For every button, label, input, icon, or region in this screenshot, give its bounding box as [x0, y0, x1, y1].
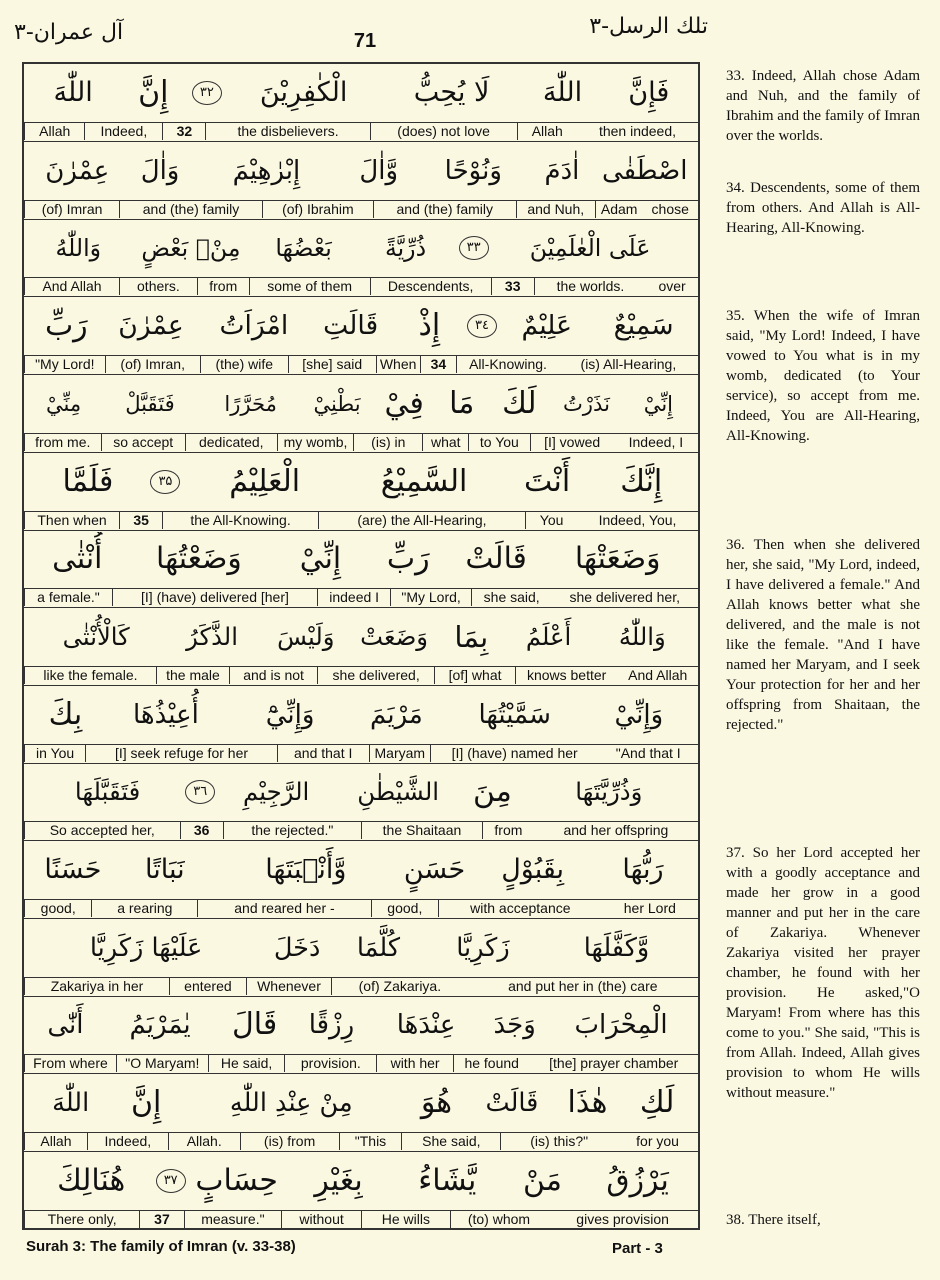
gloss-cell: and reared her - [197, 900, 370, 917]
arabic-word: فَإِنَّ [628, 77, 670, 108]
gloss-line [24, 433, 698, 453]
arabic-word: قَالَتِ [323, 310, 379, 342]
gloss-cell: "O Maryam! [116, 1055, 208, 1072]
gloss-cell: like the female. [24, 667, 156, 684]
arabic-word: الْعَلِيْمُ [229, 463, 301, 499]
gloss-cell: knows better [515, 667, 618, 684]
gloss-cell: dedicated, [185, 434, 277, 451]
arabic-line [24, 686, 698, 744]
gloss-cell: indeed I [317, 589, 390, 606]
gloss-cell: Indeed, You, [598, 511, 677, 528]
gloss-cell: (is) from [240, 1133, 339, 1150]
gloss-cell: with her [376, 1055, 453, 1072]
gloss-cell: (of) Zakariya. [331, 978, 468, 995]
translation-v33: 33. Indeed, Allah chose Adam and Nuh, and the family of Ibrahim and the family of Imran over the worlds. [726, 68, 920, 144]
gloss-cell: You [525, 512, 577, 529]
gloss-cell: over [658, 278, 686, 295]
gloss-cell: the male [156, 667, 229, 684]
arabic-word: عَلِيْمٌ [521, 310, 572, 342]
gloss-cell: [I] vowed [530, 434, 614, 451]
page-header [0, 0, 940, 62]
arabic-word: اللّٰهَ [52, 1088, 90, 1119]
arabic-word: وَضَعَتْهَا [574, 541, 661, 577]
gloss-cell: [I] (have) named her [430, 745, 599, 762]
verse-row [24, 142, 698, 220]
arabic-line [24, 453, 698, 511]
gloss-cell: her Lord [623, 900, 676, 916]
arabic-word: لَكَ [502, 385, 537, 421]
arabic-word: نَذَرْتُ [562, 390, 610, 416]
gloss-cell: (is) this?" [500, 1133, 617, 1150]
gloss-cell: the Shaitaan [361, 822, 482, 839]
gloss-cell: Indeed, I [628, 433, 684, 450]
gloss-cell: (does) not love [370, 123, 517, 140]
arabic-word: يَرْزُقُ [606, 1162, 669, 1198]
gloss-verse-number: 34 [420, 356, 457, 373]
arabic-word: وَّكَفَّلَهَا [583, 932, 650, 963]
arabic-word: اصْطَفٰى [601, 155, 688, 186]
gloss-line [24, 1054, 698, 1074]
arabic-word: زَكَرِيَّا [456, 932, 510, 963]
arabic-word: وَنُوْحًا [444, 155, 502, 186]
arabic-word: بِمَا [454, 619, 489, 654]
gloss-cell: a rearing [91, 900, 197, 917]
arabic-word: بَطْنِيْ [313, 390, 361, 416]
arabic-word: وَضَعْتُهَا [156, 541, 242, 577]
arabic-word: إِنِّيْ [299, 541, 342, 577]
gloss-cell: entered [169, 978, 246, 995]
arabic-word: وَاٰلَ [140, 155, 180, 186]
translation-v38: 38. There itself, [726, 1212, 821, 1228]
gloss-cell: [I] seek refuge for her [85, 745, 276, 762]
gloss-cell: Allah [24, 123, 84, 140]
verse-row [24, 841, 698, 919]
arabic-line [24, 142, 698, 200]
gloss-cell: with acceptance [438, 900, 602, 917]
gloss-cell: my womb, [277, 434, 354, 451]
arabic-word: عَلَى الْعٰلَمِيْنَ [529, 234, 651, 263]
gloss-verse-number: 33 [491, 278, 534, 295]
gloss-cell: the disbelievers. [205, 123, 369, 140]
gloss-cell: And Allah [24, 278, 119, 295]
gloss-cell: and is not [229, 667, 317, 684]
arabic-word: وَلَيْسَ [277, 621, 335, 651]
gloss-cell: There only, [24, 1211, 139, 1228]
gloss-line [24, 588, 698, 608]
gloss-cell: "My Lord, [390, 589, 471, 606]
gloss-cell: from [197, 278, 249, 295]
verse-row [24, 763, 698, 841]
translation-v36: 36. Then when she delivered her, she said, "My Lord, indeed, I have delivered a female." And Allah knows better what she delivered, and the male is not like the female. "And I have named her Maryam, and I seek Your protection for her and her offspring from Shaitaan, the rejected." [726, 537, 920, 733]
arabic-line [24, 608, 698, 666]
arabic-word: هُنَالِكَ [57, 1162, 126, 1198]
gloss-cell: to You [468, 434, 529, 451]
gloss-verse-number: 35 [119, 512, 162, 529]
gloss-cell: the rejected." [223, 822, 361, 839]
arabic-word: عَلَيْهَا زَكَرِيَّا [89, 932, 203, 963]
arabic-word: بِغَيْرِ [314, 1162, 363, 1198]
arabic-word: إِنَّ [138, 75, 169, 110]
gloss-cell: and (the) family [373, 201, 516, 218]
gloss-cell: without [281, 1211, 361, 1228]
arabic-word: هٰذَا [567, 1085, 608, 1121]
gloss-cell: And Allah [628, 666, 688, 683]
gloss-cell: Allah. [168, 1133, 240, 1150]
arabic-word: فَلَمَّا [62, 463, 114, 499]
gloss-cell: measure." [184, 1211, 282, 1228]
gloss-cell: what [422, 434, 468, 451]
verse-row [24, 375, 698, 453]
arabic-word: ذُرِّيَّةً [384, 234, 427, 263]
gloss-cell: gives provision [576, 1210, 669, 1227]
verse-row [24, 996, 698, 1074]
arabic-word: مِنِّيْ [45, 390, 82, 416]
arabic-word: بِقَبُوْلٍ [501, 854, 565, 885]
gloss-cell: From where [24, 1055, 116, 1072]
gloss-cell: and (the) family [119, 201, 262, 218]
arabic-word: اللّٰهَ [542, 77, 583, 108]
gloss-cell: "My Lord! [24, 356, 105, 373]
verse-row [24, 297, 698, 375]
arabic-word: وَّاٰلَ [359, 155, 399, 186]
gloss-line [24, 200, 698, 220]
arabic-word: مِنْۢ بَعْضٍ [141, 234, 241, 263]
arabic-word: اللّٰهَ [53, 77, 93, 108]
gloss-cell: Allah [24, 1133, 87, 1150]
arabic-word: سَمِيْعٌ [613, 310, 674, 342]
ayah-end-marker: ۳۷ [156, 1169, 186, 1193]
arabic-word: لَكِ [639, 1085, 675, 1121]
arabic-word: مَنْ [523, 1162, 562, 1198]
arabic-word: إِنِّيْ [643, 390, 674, 416]
gloss-cell: from me. [24, 434, 101, 451]
gloss-cell: the All-Knowing. [162, 512, 318, 529]
arabic-line [24, 219, 698, 277]
gloss-cell: (of) Imran [24, 201, 119, 218]
gloss-line [24, 355, 698, 375]
gloss-cell: (is) in [353, 434, 422, 451]
gloss-cell: Descendents, [370, 278, 491, 295]
gloss-cell: good, [24, 900, 91, 917]
gloss-cell: he found [453, 1055, 530, 1072]
arabic-word: فَتَقَبَّلَهَا [74, 777, 141, 807]
gloss-cell: and put her in (the) care [508, 977, 658, 994]
verse-row [24, 1074, 698, 1152]
arabic-word: الرَّجِيْمِ [243, 777, 310, 807]
arabic-word: رِزْقًا [308, 1010, 355, 1041]
gloss-cell: Indeed, [84, 123, 162, 140]
footer-surah: Surah 3: The family of Imran (v. 33-38) [26, 1238, 296, 1255]
arabic-word: وَضَعَتْ [360, 621, 429, 651]
verse-row [24, 530, 698, 608]
arabic-word: وَإِنِّيْٓ [265, 699, 315, 730]
arabic-word: مُحَرَّرًا [224, 390, 277, 416]
arabic-word: سَمَّيْتُهَا [478, 699, 551, 730]
gloss-cell: She said, [401, 1133, 500, 1150]
arabic-word: عِمْرٰنَ [118, 310, 184, 342]
arabic-word: حَسَنٍ [403, 854, 466, 885]
arabic-word: عِنْدَهَا [396, 1010, 456, 1041]
gloss-cell: in You [24, 745, 85, 762]
arabic-word: حَسَنًا [44, 854, 102, 885]
gloss-cell: she delivered, [317, 667, 434, 684]
ayah-end-marker: ۳۵ [150, 470, 180, 494]
gloss-cell: (of) Ibrahim [262, 201, 373, 218]
arabic-line [24, 1152, 698, 1210]
arabic-word: فِيْ [384, 385, 424, 421]
gloss-cell: and that I [277, 745, 369, 762]
arabic-word: الذَّكَرُ [186, 621, 238, 651]
gloss-verse-number: 37 [139, 1211, 183, 1228]
gloss-cell: [of] what [434, 667, 515, 684]
gloss-cell: chose [651, 200, 689, 217]
arabic-word: قَالَتْ [485, 1088, 539, 1119]
gloss-cell: for you [636, 1133, 679, 1150]
gloss-line [24, 1132, 698, 1152]
gloss-cell: (is) All-Hearing, [580, 356, 677, 373]
gloss-line [24, 744, 698, 764]
gloss-cell: (to) whom [450, 1211, 548, 1228]
ayah-end-marker: ۳۲ [192, 81, 222, 105]
arabic-word: نَبَاتًا [145, 854, 185, 885]
arabic-word: دَخَلَ [273, 932, 321, 963]
translation-v37: 37. So her Lord accepted her with a goodly acceptance and made her grow in a good manner and put her in the care of Zakariya. Whenever Zakariya visited her prayer chamber, he found with her provision. He asked,"O Maryam! From where has this come to you." She said, "This is from Allah. Indeed, Allah gives provision to whom He wills without measure." [726, 845, 920, 1101]
arabic-word: بِكَ [48, 696, 83, 732]
gloss-verse-number: 32 [162, 123, 205, 140]
gloss-cell: Whenever [246, 978, 331, 995]
arabic-word: وَإِنِّيْ [614, 699, 664, 730]
arabic-word: مَرْيَمَ [370, 699, 423, 730]
verse-row [24, 686, 698, 764]
ayah-end-marker: ۳٦ [185, 780, 215, 804]
gloss-cell: Indeed, [87, 1133, 168, 1150]
header-surah-name: آل عمران-٣ [14, 20, 124, 45]
gloss-line [24, 122, 698, 142]
arabic-word: كُلَّمَا [356, 932, 400, 963]
arabic-word: يَّشَاءُ [418, 1162, 477, 1198]
gloss-cell: "This [339, 1133, 402, 1150]
footer-part: Part - 3 [612, 1240, 663, 1257]
gloss-line [24, 821, 698, 841]
arabic-word: الشَّيْطٰنِ [357, 777, 440, 807]
arabic-line [24, 64, 698, 122]
gloss-cell: a female." [24, 589, 112, 606]
arabic-line [24, 763, 698, 821]
arabic-word: حِسَابٍ [195, 1162, 278, 1198]
verse-row [24, 608, 698, 686]
gloss-cell: then indeed, [598, 123, 677, 139]
arabic-line [24, 530, 698, 588]
arabic-word: الْكٰفِرِيْنَ [259, 77, 348, 108]
gloss-cell: and her offspring [563, 822, 669, 839]
arabic-word: إِبْرٰهِيْمَ [232, 155, 301, 186]
gloss-cell: Adam [595, 201, 643, 218]
arabic-word: إِذْ [418, 308, 441, 344]
arabic-word: كَالْأُنْثٰى [62, 621, 130, 651]
gloss-cell: Maryam [369, 745, 430, 762]
gloss-cell: Allah [517, 123, 577, 140]
gloss-verse-number: 36 [180, 822, 223, 839]
arabic-word: وَذُرِّيَّتَهَا [575, 777, 643, 807]
ayah-end-marker: ۳٤ [467, 314, 497, 338]
verse-row [24, 453, 698, 531]
arabic-word: رَبُّهَا [622, 854, 664, 885]
header-juz-name: تلك الرسل-٣ [589, 14, 708, 39]
arabic-word: اٰدَمَ [544, 155, 580, 186]
gloss-cell: He said, [208, 1055, 285, 1072]
translation-v35: 35. When the wife of Imran said, "My Lord! Indeed, I have vowed to You what is in my womb, dedicated (to Your service), so accept from me. Indeed, You are All-Hearing, All-Knowing. [726, 308, 920, 444]
verse-row [24, 219, 698, 297]
arabic-word: مَا [449, 385, 475, 421]
gloss-cell: provision. [284, 1055, 376, 1072]
arabic-word: فَتَقَبَّلْ [125, 390, 175, 416]
arabic-word: وَاللّٰهُ [618, 621, 666, 651]
arabic-word: إِنَّكَ [620, 463, 663, 499]
arabic-word: وَجَدَ [493, 1010, 536, 1041]
arabic-word: الْمِحْرَابَ [574, 1010, 668, 1041]
arabic-line [24, 375, 698, 433]
arabic-line [24, 919, 698, 977]
gloss-cell: [she] said [288, 356, 376, 373]
arabic-word: رَبِّ [44, 308, 88, 344]
gloss-cell: "And that I [615, 744, 681, 761]
gloss-cell: and Nuh, [516, 201, 595, 218]
gloss-cell: [I] (have) delivered [her] [112, 589, 317, 606]
translation-v34: 34. Descendents, some of them from others. And Allah is All-Hearing, All-Knowing. [726, 180, 920, 236]
gloss-cell: [the] prayer chamber [549, 1055, 679, 1072]
gloss-cell: Zakariya in her [24, 978, 169, 995]
arabic-word: هُوَ [420, 1085, 453, 1121]
arabic-word: يٰمَرْيَمُ [129, 1010, 191, 1041]
arabic-word: عِمْرٰنَ [45, 155, 110, 186]
gloss-line [24, 511, 698, 531]
gloss-cell: (the) wife [200, 356, 288, 373]
arabic-word: وَّأَنْۢبَتَهَا [265, 854, 347, 885]
arabic-word: قَالَ [231, 1007, 278, 1043]
gloss-line [24, 1210, 698, 1230]
gloss-cell: the worlds. [534, 278, 646, 295]
gloss-cell: some of them [249, 278, 370, 295]
arabic-word: إِنَّ [130, 1085, 162, 1121]
page-number: 71 [353, 30, 377, 52]
arabic-word: قَالَتْ [465, 541, 527, 577]
verse-row [24, 64, 698, 142]
word-by-word-grid [22, 62, 700, 1230]
gloss-cell: He wills [361, 1211, 450, 1228]
gloss-line [24, 666, 698, 686]
gloss-cell: All-Knowing. [456, 356, 559, 373]
gloss-cell: (are) the All-Hearing, [318, 512, 525, 529]
gloss-cell: good, [371, 900, 438, 917]
verse-row [24, 1152, 698, 1230]
ayah-end-marker: ۳۳ [459, 236, 489, 260]
arabic-word: مِنْ عِنْدِ اللّٰهِ [229, 1088, 353, 1119]
arabic-line [24, 841, 698, 899]
arabic-word: أَنْتَ [524, 463, 571, 499]
arabic-word: أُنْثٰى [52, 541, 103, 577]
arabic-word: أَنّٰى [47, 1010, 84, 1041]
gloss-line [24, 977, 698, 997]
arabic-word: السَّمِيْعُ [380, 463, 468, 499]
gloss-line [24, 277, 698, 297]
gloss-line [24, 899, 698, 919]
arabic-line [24, 297, 698, 355]
verse-row [24, 919, 698, 997]
gloss-cell: so accept [101, 434, 185, 451]
arabic-word: أَعْلَمُ [525, 621, 572, 651]
gloss-cell: Then when [24, 512, 119, 529]
arabic-line [24, 1074, 698, 1132]
arabic-word: امْرَاَتُ [219, 310, 289, 342]
gloss-cell: (of) Imran, [105, 356, 200, 373]
gloss-cell: from [482, 822, 534, 839]
gloss-cell: she said, [471, 589, 552, 606]
gloss-cell: she delivered her, [569, 589, 680, 606]
gloss-cell: others. [119, 278, 197, 295]
arabic-line [24, 996, 698, 1054]
gloss-cell: When [376, 356, 420, 373]
arabic-word: لَا يُحِبُّ [413, 77, 490, 108]
arabic-word: مِنَ [472, 774, 512, 810]
arabic-word: وَاللّٰهُ [55, 234, 102, 263]
arabic-word: رَبِّ [386, 541, 430, 577]
arabic-word: أُعِيْذُهَا [133, 699, 199, 730]
arabic-word: بَعْضُهَا [275, 234, 332, 263]
gloss-cell: So accepted her, [24, 822, 180, 839]
